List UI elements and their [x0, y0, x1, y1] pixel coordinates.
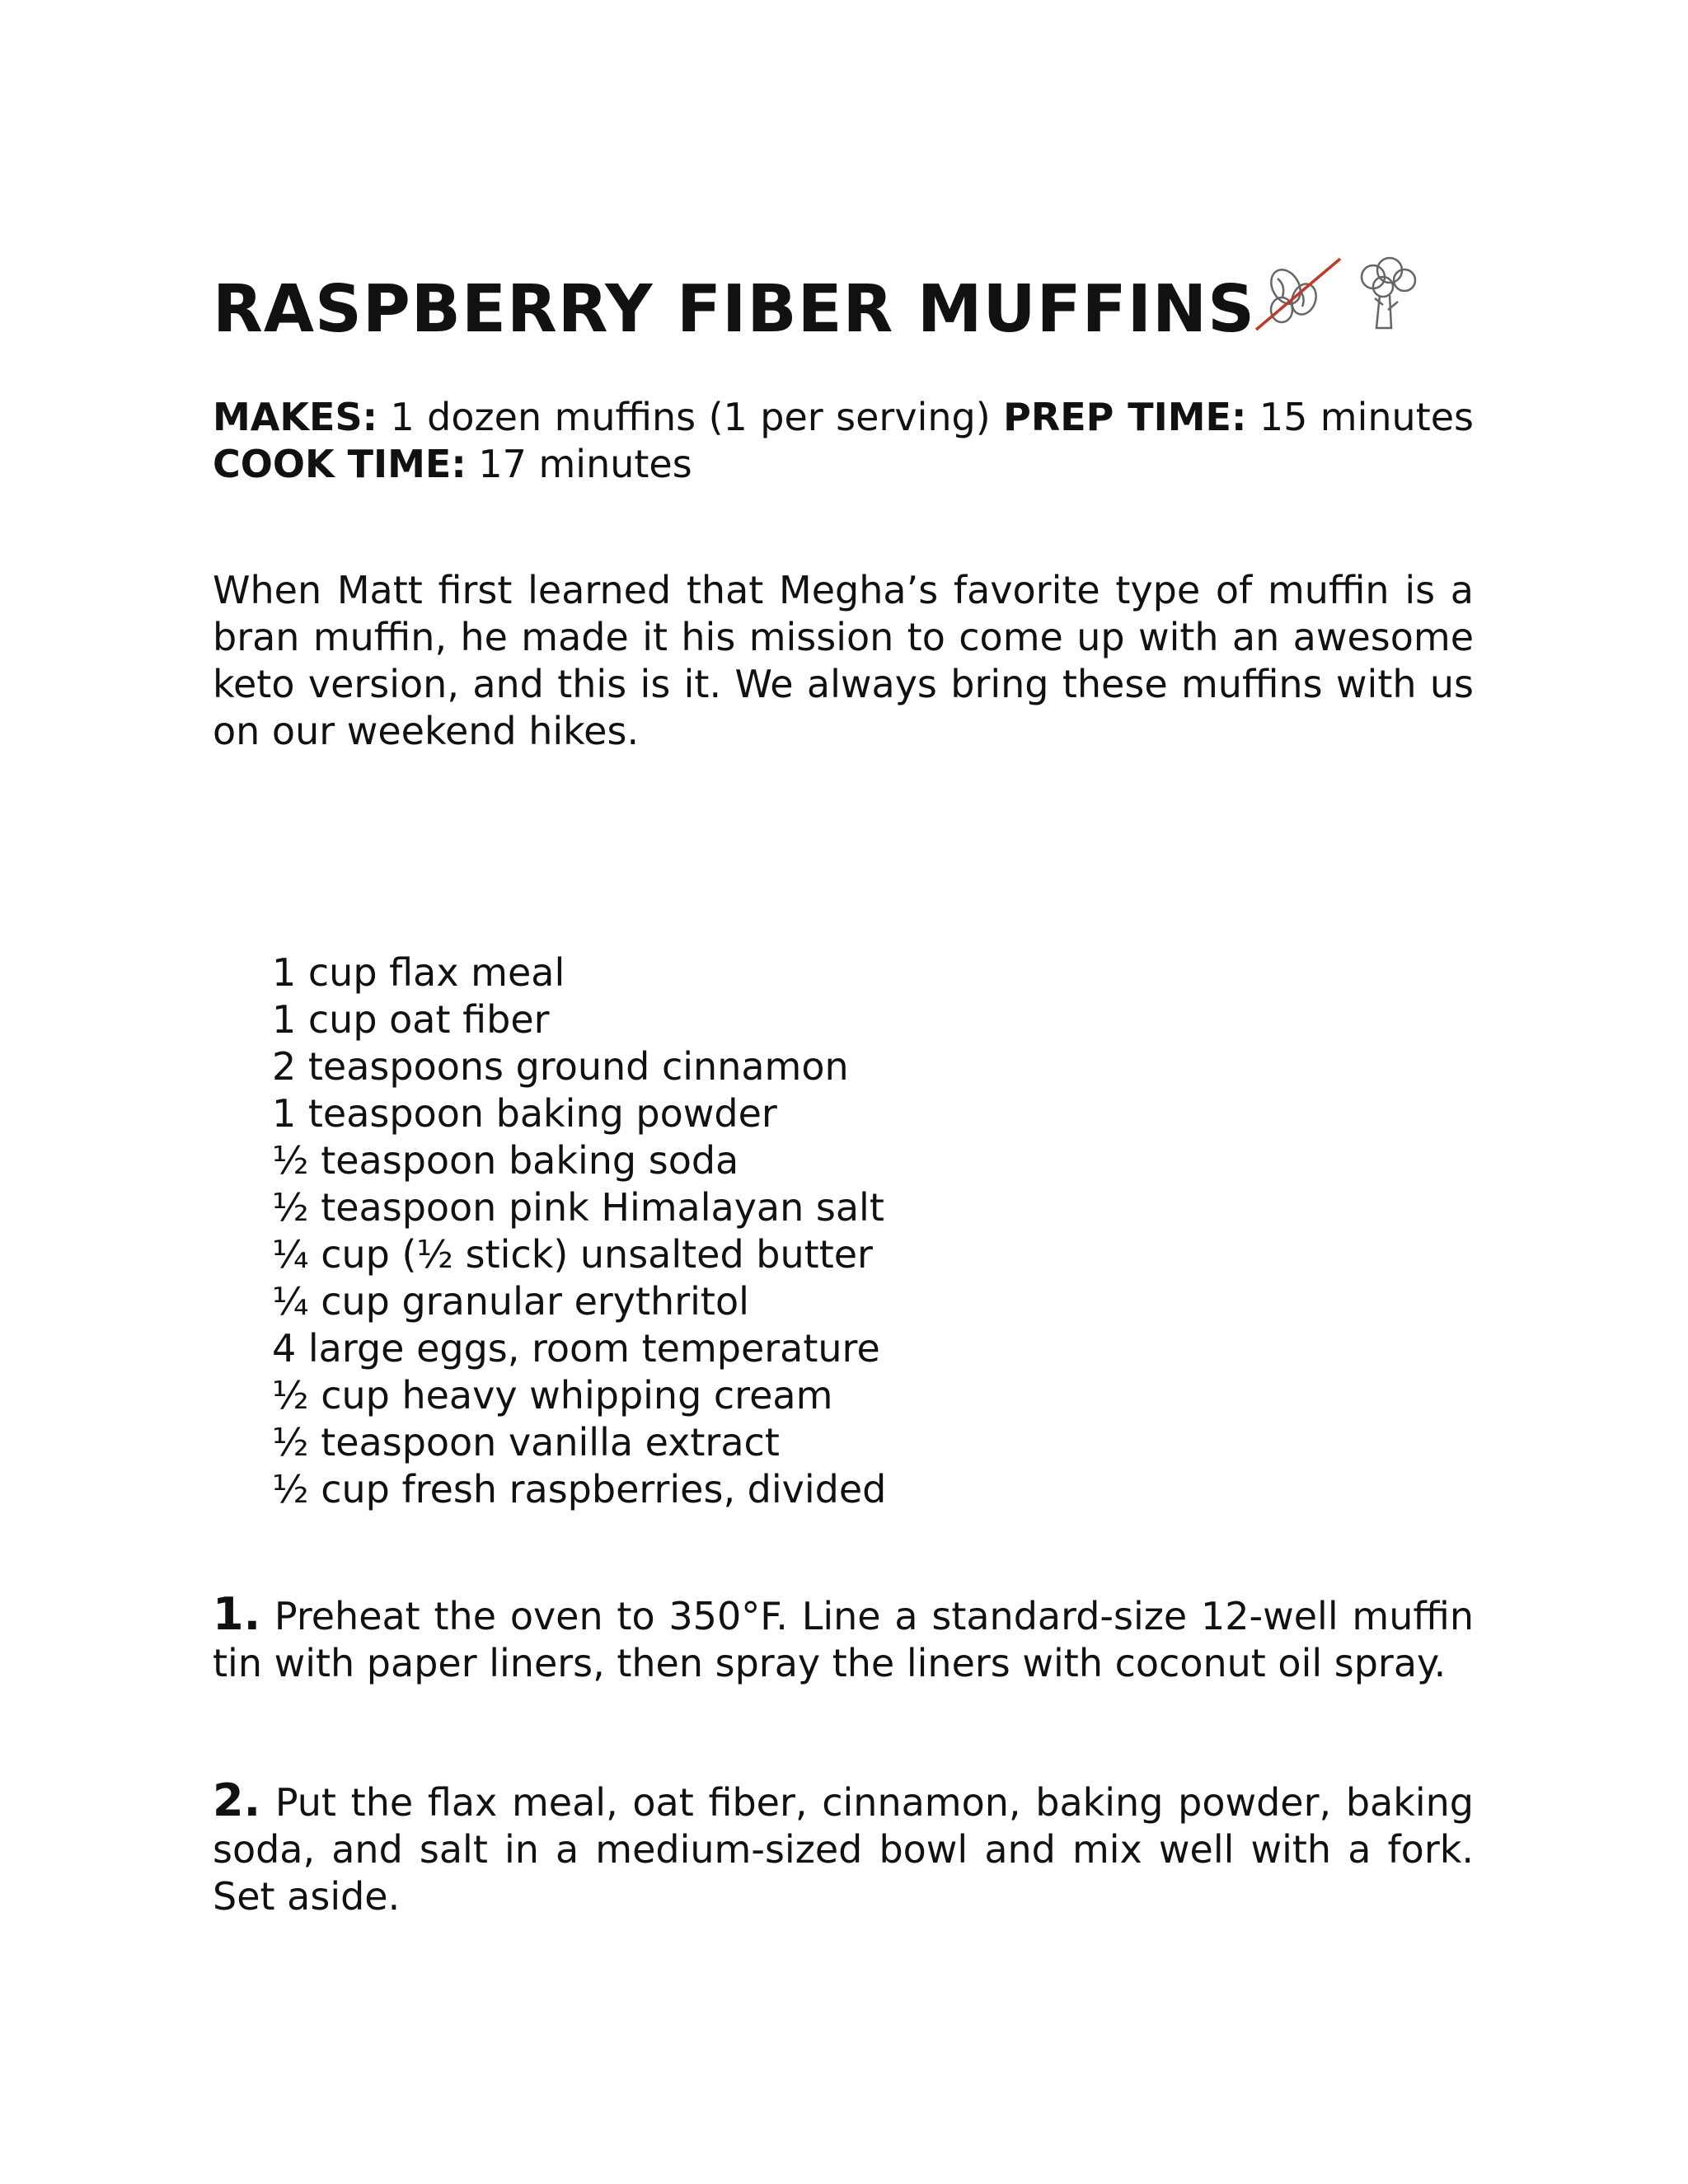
ingredient-item: 1 cup oat fiber [272, 997, 550, 1042]
cook-time-value: 17 minutes [478, 442, 692, 486]
title-row [213, 247, 1474, 363]
step-text: Preheat the oven to 350°F. Line a standard-size 12-well muffin tin with paper liners, then spray the liners with coconut oil spray. [213, 1594, 1475, 1685]
step-number: 1. [213, 1588, 261, 1640]
makes-value: 1 dozen muffins (1 per serving) [390, 395, 991, 439]
ingredient-item: ½ teaspoon vanilla extract [272, 1420, 780, 1465]
ingredient-item: ¼ cup granular erythritol [272, 1279, 749, 1324]
step-text: Put the flax meal, oat fiber, cinnamon, baking powder, baking soda, and salt in a medium-sized bowl and mix well with a fork. Set aside. [213, 1780, 1475, 1919]
ingredient-item: ½ cup fresh raspberries, divided [272, 1467, 887, 1511]
instruction-step [213, 1774, 1475, 1920]
ingredient-item: ½ teaspoon pink Himalayan salt [272, 1185, 884, 1230]
makes-label: MAKES: [213, 395, 377, 439]
recipe-title: RASPBERRY FIBER MUFFINS [213, 271, 1255, 347]
step-number: 2. [213, 1774, 261, 1826]
prep-time-label: PREP TIME: [1003, 395, 1247, 439]
cook-time-label: COOK TIME: [213, 442, 467, 486]
ingredient-item: 1 cup flax meal [272, 950, 565, 995]
ingredient-item: ¼ cup (½ stick) unsalted butter [272, 1232, 873, 1277]
instruction-step [213, 1588, 1475, 1687]
recipe-meta [213, 394, 1474, 488]
prep-time-value: 15 minutes [1259, 395, 1475, 439]
vegetarian-icon [1350, 254, 1424, 336]
ingredient-item: 2 teaspoons ground cinnamon [272, 1044, 849, 1089]
nut-free-icon [1253, 254, 1343, 336]
ingredient-item: ½ teaspoon baking soda [272, 1138, 739, 1183]
ingredient-item: 1 teaspoon baking powder [272, 1091, 777, 1136]
ingredient-item: 4 large eggs, room temperature [272, 1326, 880, 1371]
ingredient-list [272, 949, 886, 1513]
recipe-page [213, 0, 1474, 2184]
recipe-intro: When Matt first learned that Megha’s favorite type of muffin is a bran muffin, he made it his mission to come up with an awesome keto version, and this is it. We always bring these muffins with us on our weekend hikes. [213, 568, 1474, 753]
ingredient-item: ½ cup heavy whipping cream [272, 1373, 833, 1418]
